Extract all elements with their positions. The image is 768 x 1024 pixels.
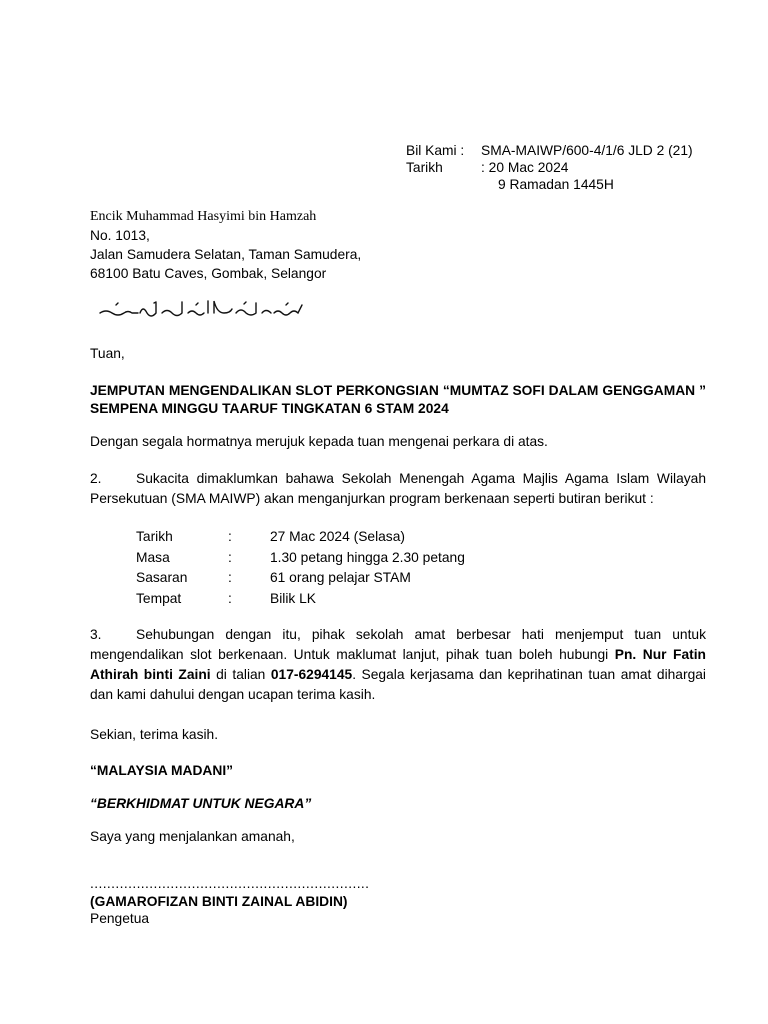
reference-block <box>406 142 693 193</box>
paragraph-3-text-c: . Segala kerjasama dan keprihatinan tuan amat dihargai dan kami dahului dengan ucapan terima kasih. <box>90 667 706 702</box>
salam-calligraphy-image <box>96 297 308 321</box>
detail-value: 27 Mac 2024 (Selasa) <box>270 529 405 544</box>
detail-label: Masa <box>136 549 170 565</box>
signoff-text: Saya yang menjalankan amanah, <box>90 829 295 844</box>
tarikh-label: Tarikh <box>406 160 443 175</box>
detail-separator: : <box>228 570 232 585</box>
contact-phone: 017-6294145 <box>270 667 353 682</box>
slogan-berkhidmat: “BERKHIDMAT UNTUK NEGARA” <box>90 796 312 811</box>
contact-name: Pn. Nur Fatin Athirah binti Zaini <box>90 647 706 682</box>
slogan-malaysia-madani: “MALAYSIA MADANI” <box>90 763 234 778</box>
detail-label: Sasaran <box>136 570 188 585</box>
address-line-2: Jalan Samudera Selatan, Taman Samudera, <box>90 247 362 262</box>
hijri-date: 9 Ramadan 1445H <box>498 177 614 192</box>
paragraph-3-number: 3. <box>90 627 102 642</box>
paragraph-2-text: Sukacita dimaklumkan bahawa Sekolah Menengah Agama Majlis Agama Islam Wilayah Persekutuan (SMA MAIWP) akan menganjurkan program berkenaan seperti butiran berikut : <box>90 471 706 506</box>
recipient-name: Encik Muhammad Hasyimi bin Hamzah <box>90 209 317 224</box>
address-line-1: No. 1013, <box>90 228 150 243</box>
detail-row <box>136 589 465 610</box>
address-line-3: 68100 Batu Caves, Gombak, Selangor <box>90 266 327 281</box>
detail-separator: : <box>228 549 232 565</box>
paragraph-3-text-a: Sehubungan dengan itu, pihak sekolah amat berbesar hati menjemput tuan untuk mengendalikan slot berkenaan. Untuk maklumat lanjut, pihak tuan boleh hubungi <box>90 627 706 662</box>
detail-value: 1.30 petang hingga 2.30 petang <box>270 549 465 565</box>
detail-separator: : <box>228 529 232 544</box>
detail-separator: : <box>228 590 232 606</box>
paragraph-3 <box>90 625 706 705</box>
salam-calligraphy <box>96 297 308 324</box>
signatory-position: Pengetua <box>90 911 150 926</box>
program-details <box>136 527 465 609</box>
signature-line: .................................................................. <box>90 876 370 891</box>
signatory-name: (GAMAROFIZAN BINTI ZAINAL ABIDIN) <box>90 894 348 909</box>
detail-row <box>136 568 465 589</box>
tarikh-value: : 20 Mac 2024 <box>481 160 569 175</box>
detail-label: Tempat <box>136 590 182 606</box>
detail-row <box>136 548 465 569</box>
detail-label: Tarikh <box>136 529 173 544</box>
closing-text: Sekian, terima kasih. <box>90 727 219 742</box>
intro-paragraph: Dengan segala hormatnya merujuk kepada tuan mengenai perkara di atas. <box>90 434 548 449</box>
bil-value: SMA-MAIWP/600-4/1/6 JLD 2 (21) <box>481 143 693 158</box>
detail-value: 61 orang pelajar STAM <box>270 570 411 585</box>
recipient-address <box>90 207 361 283</box>
detail-row <box>136 527 465 548</box>
bil-label: Bil Kami : <box>406 143 465 158</box>
paragraph-2 <box>90 469 706 509</box>
subject-heading: JEMPUTAN MENGENDALIKAN SLOT PERKONGSIAN “MUMTAZ SOFI DALAM GENGGAMAN ” SEMPENA MINGGU TAARUF TINGKATAN 6 STAM 2024 <box>90 383 706 416</box>
paragraph-2-number: 2. <box>90 471 102 486</box>
paragraph-3-text-b: di talian <box>210 667 271 682</box>
detail-value: Bilik LK <box>270 590 317 606</box>
greeting: Tuan, <box>90 346 125 361</box>
